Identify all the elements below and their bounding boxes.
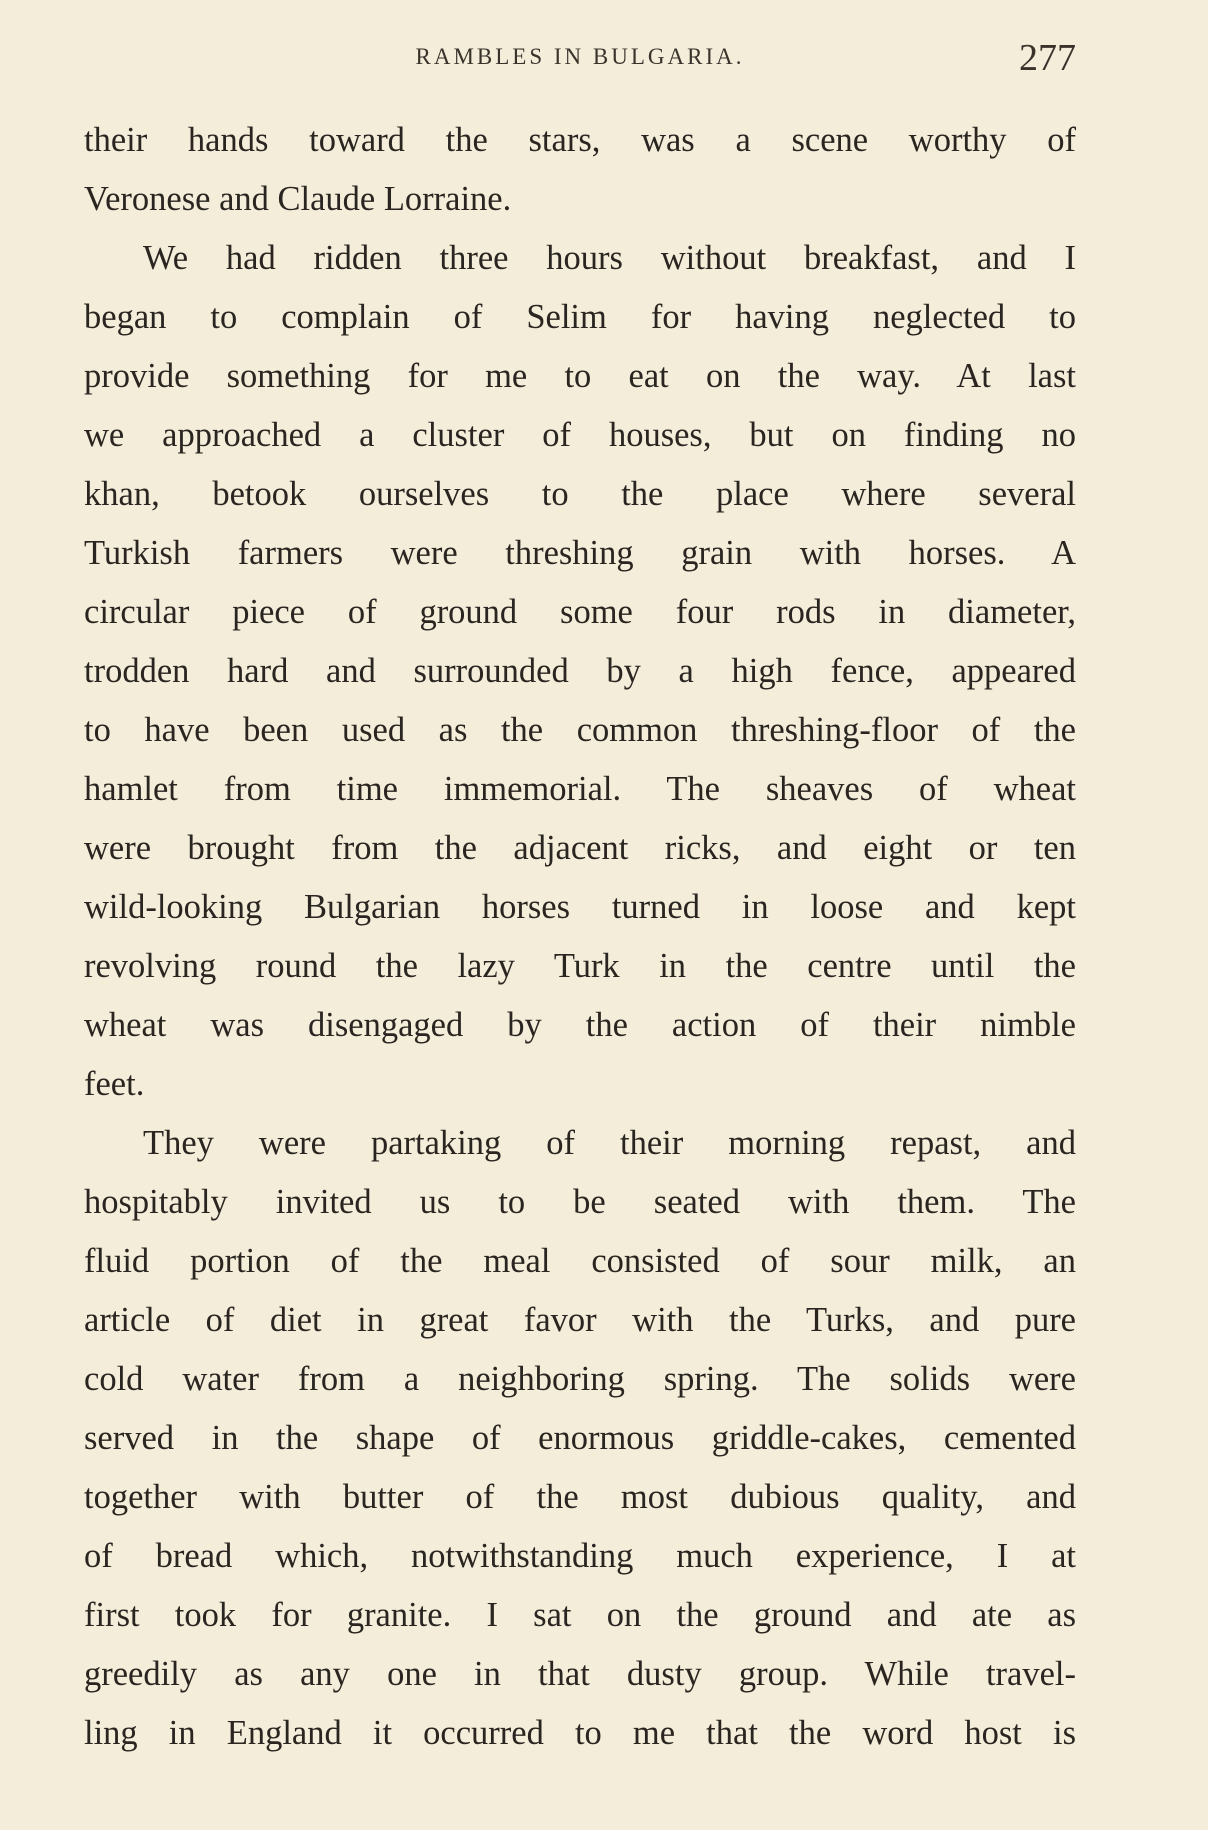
text-line: served in the shape of enormous griddle-cakes, cemented	[84, 1419, 1076, 1457]
text-line: provide something for me to eat on the way. At last	[84, 357, 1076, 395]
text-line: to have been used as the common threshing-floor of the	[84, 711, 1076, 749]
text-line: fluid portion of the meal consisted of sour milk, an	[84, 1242, 1076, 1280]
text-line: Veronese and Claude Lorraine.	[84, 180, 512, 218]
text-line: hospitably invited us to be seated with them. The	[84, 1183, 1076, 1221]
text-line: together with butter of the most dubious quality, and	[84, 1478, 1076, 1516]
text-line: circular piece of ground some four rods in diameter,	[84, 593, 1076, 631]
text-line: ling in England it occurred to me that the word host is	[84, 1714, 1076, 1752]
text-line: greedily as any one in that dusty group. While travel-	[84, 1655, 1076, 1693]
text-line: of bread which, notwithstanding much experience, I at	[84, 1537, 1076, 1575]
text-line: began to complain of Selim for having neglected to	[84, 298, 1076, 336]
text-line: their hands toward the stars, was a scene worthy of	[84, 121, 1076, 159]
text-line: feet.	[84, 1065, 145, 1103]
text-line: trodden hard and surrounded by a high fence, appeared	[84, 652, 1076, 690]
text-line: We had ridden three hours without breakfast, and I	[143, 239, 1076, 277]
page-number: 277	[1019, 37, 1076, 79]
text-line: hamlet from time immemorial. The sheaves of wheat	[84, 770, 1076, 808]
text-line: wild-looking Bulgarian horses turned in loose and kept	[84, 888, 1076, 926]
text-line: we approached a cluster of houses, but on finding no	[84, 416, 1076, 454]
running-title: RAMBLES IN BULGARIA.	[415, 44, 745, 69]
text-line: They were partaking of their morning repast, and	[143, 1124, 1076, 1162]
text-line: khan, betook ourselves to the place where several	[84, 475, 1076, 513]
text-line: were brought from the adjacent ricks, and eight or ten	[84, 829, 1076, 867]
text-line: first took for granite. I sat on the ground and ate as	[84, 1596, 1076, 1634]
text-line: revolving round the lazy Turk in the centre until the	[84, 947, 1076, 985]
text-line: cold water from a neighboring spring. The solids were	[84, 1360, 1076, 1398]
text-line: wheat was disengaged by the action of their nimble	[84, 1006, 1076, 1044]
body-text	[84, 111, 1076, 1763]
text-line: Turkish farmers were threshing grain with horses. A	[84, 534, 1076, 572]
running-head	[84, 36, 1076, 86]
text-line: article of diet in great favor with the Turks, and pure	[84, 1301, 1076, 1339]
